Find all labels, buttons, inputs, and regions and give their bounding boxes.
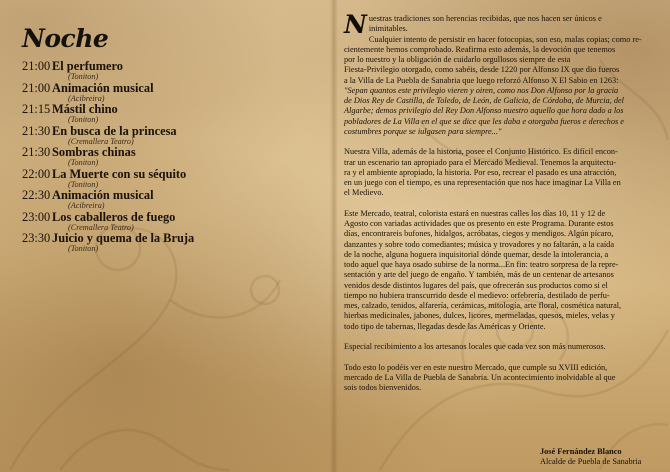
schedule-entry	[22, 232, 322, 245]
schedule-title: Juicio y quema de la Bruja	[52, 231, 195, 245]
schedule-item	[22, 232, 322, 254]
signature-role: Alcalde de Puebla de Sanabria	[540, 457, 642, 467]
schedule-time: 21:15	[22, 102, 51, 116]
schedule-title: Animación musical	[52, 80, 154, 95]
text-line: de Dios Rey de Castilla, de Toledo, de León, de Galicia, de Córdoba, de Murcia, del	[344, 96, 624, 105]
text-line: sois todos bienvenidos.	[344, 383, 422, 392]
schedule-performer: (Toniton)	[68, 158, 99, 167]
schedule-performer: (Acibreira)	[68, 201, 105, 210]
paragraph-market	[344, 209, 656, 332]
schedule-item	[22, 103, 322, 125]
schedule-item	[22, 82, 322, 104]
text-line: ra y el ambiente apropiado, la historia. Por eso, recrear el pasado es una atracción,	[344, 167, 617, 177]
text-line: Agosto con variadas actividades que os presento en este Programa. Durante estos	[344, 219, 614, 228]
signature-block	[540, 447, 665, 468]
text-line: Cualquier intento de persistir en hacer fotocopias, son eso, malas copias; como re-	[368, 34, 642, 44]
text-line: venidos desde distintos lugares del país, que ofrecerán sus productos como si el	[344, 280, 608, 290]
schedule-performer: (Toniton)	[68, 115, 99, 124]
text-line: Este Mercado, teatral, colorista estará en nuestras calles los días 10, 11 y 12 de	[344, 208, 606, 218]
text-line: mercado de La Villa de Puebla de Sanabria. Un acontecimiento inolvidable al que	[344, 372, 616, 382]
text-line: el Medievo.	[344, 188, 384, 198]
schedule-entry	[22, 82, 322, 95]
schedule-title: Sombras chinas	[52, 145, 136, 159]
schedule-performer: (Acibreira)	[68, 93, 105, 103]
paragraph-closing	[344, 363, 656, 394]
schedule-title: La Muerte con su séquito	[52, 166, 187, 181]
schedule-entry	[22, 168, 322, 181]
text-line: todo tipo de tabernas, llegadas desde las Américas y Oriente.	[344, 321, 546, 331]
paragraph-artisans	[344, 342, 656, 352]
schedule-performer: (Toniton)	[68, 244, 99, 253]
text-line: cientemente hemos comprobado. Reafirma esto además, la devoción que tenemos	[344, 44, 616, 54]
schedule-performer: (Toniton)	[68, 179, 99, 189]
schedule-entry	[22, 189, 322, 202]
text-line: Todo esto lo podéis ver en este nuestro Mercado, que cumple su XVIII edición,	[344, 362, 608, 372]
text-line: tiempo no hubiera transcurrido desde el medievo: orfebrería, destilado de perfu-	[344, 290, 610, 300]
schedule-time: 21:30	[22, 123, 51, 138]
text-line: en un juego con el tiempo, es una representación que nos hace imaginar La Villa en	[344, 178, 621, 187]
text-line: pobladores de La Villa en el que se dice que les daba e otorgaba fueros e derechos e	[344, 116, 624, 126]
schedule-entry	[22, 211, 322, 224]
night-schedule	[22, 60, 322, 254]
text-line: trar un escenario tan apropiado para el Mercado Medieval. Tenemos la arquitectu-	[344, 157, 617, 167]
schedule-performer: (Cremallera Teatro)	[68, 136, 134, 146]
schedule-entry	[22, 60, 322, 73]
schedule-time: 23:30	[22, 231, 51, 245]
intro-line: uestras tradiciones son herencias recibidas, que nos hacen ser únicos e	[368, 14, 602, 23]
text-line: por lo nuestro y la obligación de cuidarlo orgullosos siempre de esta	[344, 55, 571, 64]
schedule-title: En busca de la princesa	[52, 123, 177, 138]
drop-cap: N	[344, 10, 367, 39]
paragraph-history	[344, 147, 656, 198]
schedule-title: Los caballeros de fuego	[52, 209, 176, 224]
intro-line: inimitables.	[368, 24, 408, 34]
schedule-entry	[22, 125, 322, 138]
schedule-item	[22, 211, 322, 233]
privilege-quote	[344, 86, 656, 137]
schedule-entry	[22, 103, 322, 116]
text-line: Fiesta-Privilegio otorgado, como sabéis, desde 1220 por Alfonso IX que dio fueros	[344, 65, 620, 75]
schedule-time: 23:00	[22, 209, 51, 224]
text-line: de la noche, alguna hoguera inquisitorial dónde quemar, desde la intolerancia, a	[344, 249, 609, 259]
schedule-title: Animación musical	[52, 188, 154, 202]
text-line: Especial recibimiento a los artesanos locales que cada vez son más numerosos.	[344, 342, 606, 351]
welcome-letter	[344, 10, 656, 393]
center-fold	[330, 0, 338, 472]
schedule-performer: (Cremallera Teatro)	[68, 222, 134, 232]
text-line: mes, calzado, tenidos, alfarería, cerámicas, mitología, arte floral, cosmética natural,	[344, 301, 622, 310]
schedule-item	[22, 125, 322, 147]
paragraph-privilege	[344, 35, 656, 86]
schedule-time: 22:00	[22, 166, 51, 181]
text-line: hierbas medicinales, jabones, dulces, licores, mermeladas, quesos, mieles, velas y	[344, 311, 615, 321]
section-title: Noche	[22, 24, 109, 53]
signature-name: José Fernández Blanco	[540, 447, 622, 456]
text-line: días, encontrareis bufones, hidalgos, acróbatas, ciegos y mendigos. Algún pícaro,	[344, 229, 614, 239]
schedule-entry	[22, 146, 322, 159]
text-line: costumbres porque se iulgasen para siempre..."	[344, 126, 502, 136]
schedule-title: Mástil chino	[52, 102, 118, 116]
schedule-item	[22, 146, 322, 168]
schedule-time: 21:00	[22, 59, 51, 73]
schedule-item	[22, 189, 322, 211]
text-line: Nuestra Villa, además de la historia, posee el Conjunto Histórico. Es difícil encon-	[344, 147, 618, 157]
text-line: "Sepan quantos este privilegio vieren y oiren, como nos Don Alfonso por la gracia	[344, 85, 619, 95]
schedule-title: El perfumero	[52, 59, 124, 73]
text-line: sentación y arte del juego de engaño. Y también, más de un centenar de artesanos	[344, 270, 614, 280]
text-line: a la Villa de La Puebla de Sanabria que luego reforzó Alfonso X El Sabio en 1263:	[344, 75, 619, 85]
schedule-time: 21:30	[22, 145, 51, 159]
text-line: todo aquel que haya osado subirse de la norma...En fin: teatro sorpresa de la repre-	[344, 260, 619, 269]
text-line: Algarbe; demos privilegio del Rey Don Alfonso nuestro aquello que hora dado a los	[344, 106, 624, 116]
schedule-item	[22, 168, 322, 190]
schedule-time: 21:00	[22, 80, 51, 95]
schedule-time: 22:30	[22, 188, 51, 202]
schedule-performer: (Toniton)	[68, 72, 99, 81]
text-line: danzantes y sobre todo comediantes; música y trovadores y no faltarán, a la caída	[344, 239, 615, 249]
schedule-item	[22, 60, 322, 82]
